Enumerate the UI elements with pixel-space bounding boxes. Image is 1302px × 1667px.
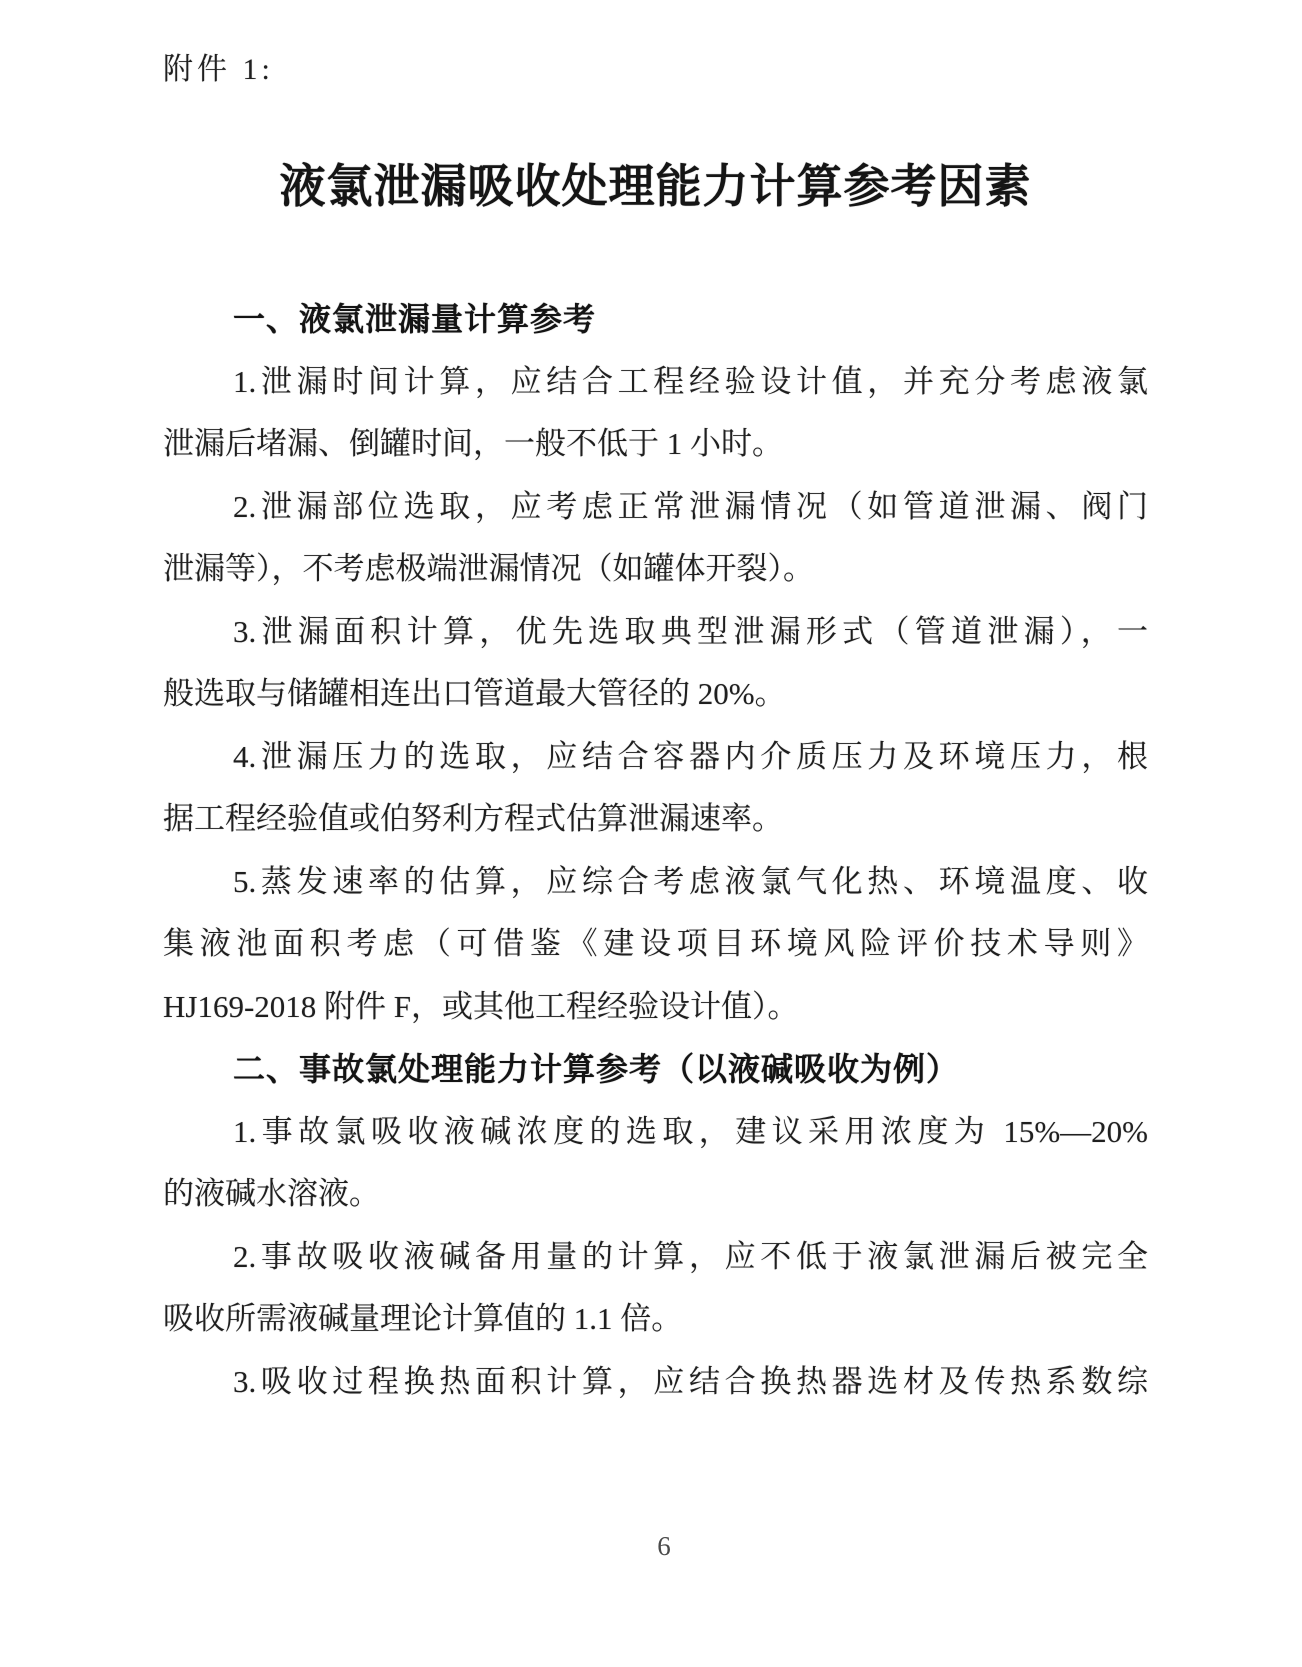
paragraph-line: 3.吸收过程换热面积计算，应结合换热器选材及传热系数综 [233, 1363, 1148, 1399]
paragraph-line: 1.事故氯吸收液碱浓度的选取，建议采用浓度为 15%—20% [233, 1113, 1148, 1149]
section-heading-2: 二、事故氯处理能力计算参考（以液碱吸收为例） [233, 1051, 960, 1087]
paragraph-line: HJ169-2018 附件 F，或其他工程经验设计值）。 [163, 988, 799, 1024]
paragraph-line: 2.事故吸收液碱备用量的计算，应不低于液氯泄漏后被完全 [233, 1238, 1148, 1274]
paragraph-line: 3.泄漏面积计算，优先选取典型泄漏形式（管道泄漏），一 [233, 613, 1148, 649]
paragraph-line: 1.泄漏时间计算，应结合工程经验设计值，并充分考虑液氯 [233, 363, 1148, 399]
paragraph-line: 4.泄漏压力的选取，应结合容器内介质压力及环境压力，根 [233, 738, 1148, 774]
attachment-label: 附件 1: [163, 53, 274, 86]
paragraph-line: 2.泄漏部位选取，应考虑正常泄漏情况（如管道泄漏、阀门 [233, 488, 1148, 524]
paragraph-line: 泄漏后堵漏、倒罐时间，一般不低于 1 小时。 [163, 426, 783, 461]
paragraph-line: 般选取与储罐相连出口管道最大管径的 20%。 [163, 676, 786, 711]
paragraph-line: 集液池面积考虑（可借鉴《建设项目环境风险评价技术导则》 [163, 926, 1148, 961]
paragraph-line: 泄漏等），不考虑极端泄漏情况（如罐体开裂）。 [163, 551, 814, 586]
paragraph-line: 吸收所需液碱量理论计算值的 1.1 倍。 [163, 1301, 683, 1336]
document-title: 液氯泄漏吸收处理能力计算参考因素 [279, 160, 1032, 212]
paragraph-line: 据工程经验值或伯努利方程式估算泄漏速率。 [163, 801, 783, 836]
document-body [163, 288, 1148, 1413]
paragraph-line: 5.蒸发速率的估算，应综合考虑液氯气化热、环境温度、收 [233, 863, 1148, 899]
page-number: 6 [657, 1531, 671, 1561]
section-heading-1: 一、液氯泄漏量计算参考 [233, 301, 597, 337]
paragraph-line: 的液碱水溶液。 [163, 1176, 380, 1211]
